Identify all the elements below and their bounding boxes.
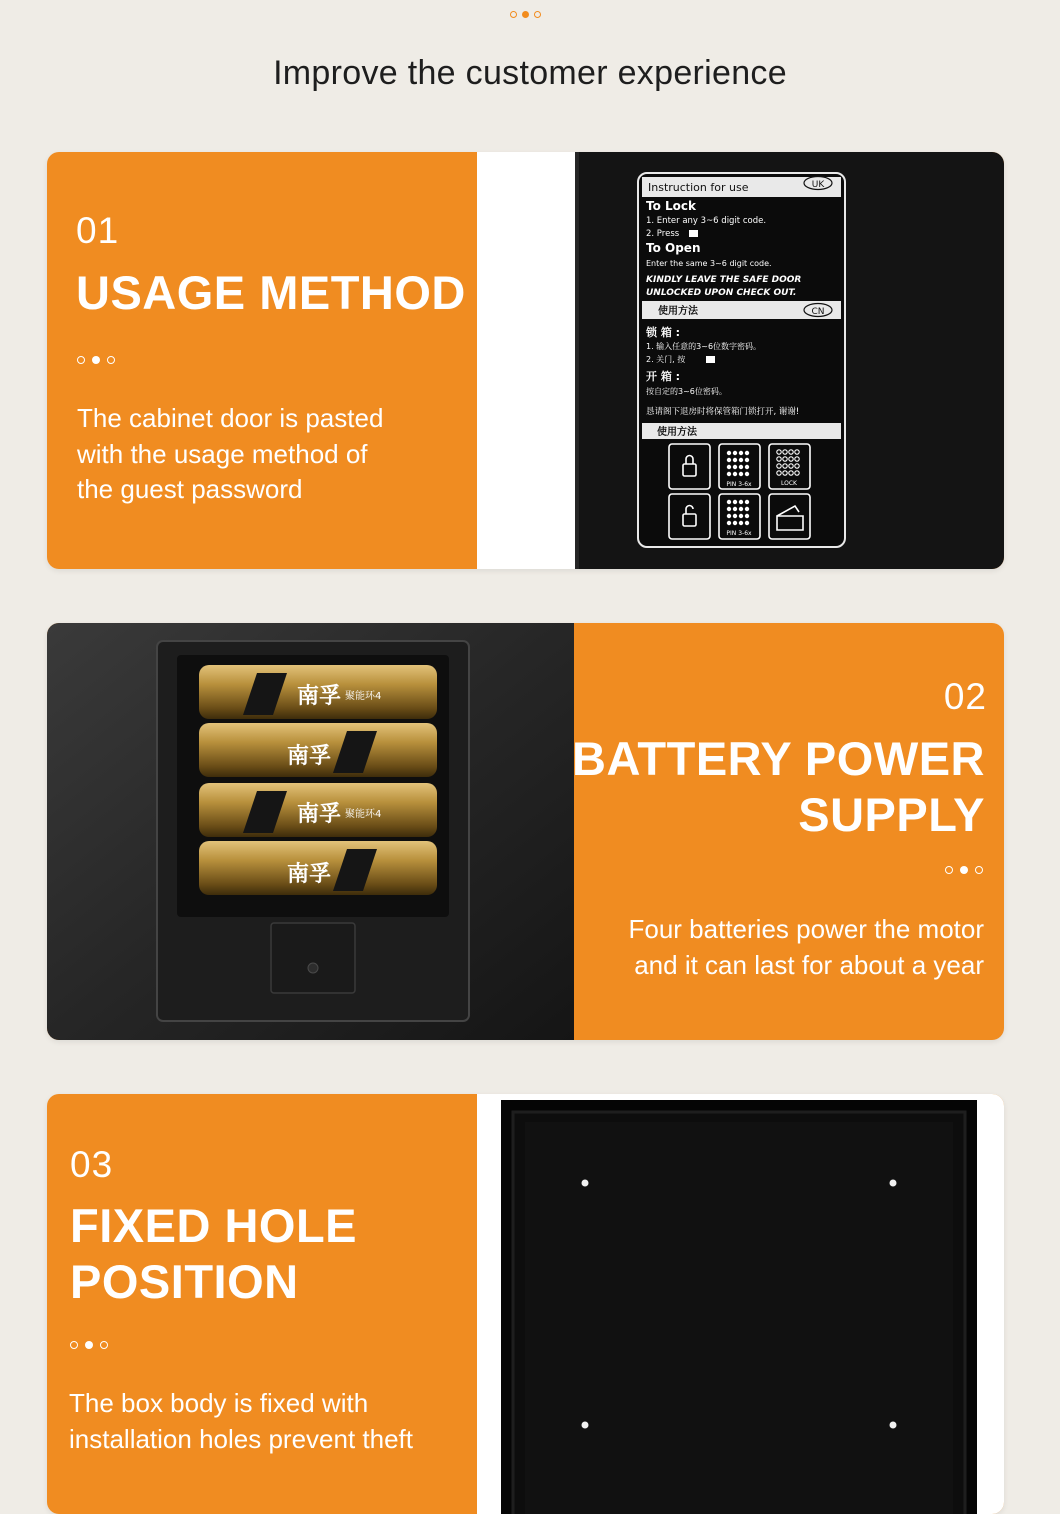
title-line: FIXED HOLE bbox=[70, 1199, 358, 1252]
title-line: SUPPLY bbox=[798, 788, 985, 841]
label-cn-header2: 使用方法 bbox=[657, 427, 697, 438]
section-fixed-hole-position bbox=[47, 1094, 1004, 1514]
label-open-step: Enter the same 3~6 digit code. bbox=[646, 259, 772, 268]
description-line: Four batteries power the motor bbox=[628, 914, 984, 944]
section-usage-method bbox=[47, 152, 1004, 569]
battery-brand-sub: 聚能环4 bbox=[345, 809, 382, 820]
section-number: 02 bbox=[943, 676, 987, 717]
battery-brand: 南孚 bbox=[287, 862, 332, 887]
section-number: 03 bbox=[70, 1144, 114, 1185]
description-line: installation holes prevent theft bbox=[69, 1423, 413, 1454]
battery-brand: 南孚 bbox=[287, 744, 332, 769]
section-title: USAGE METHOD bbox=[76, 266, 466, 319]
label-header: Instruction for use bbox=[648, 181, 749, 194]
title-line: BATTERY POWER bbox=[572, 732, 985, 785]
mounting-hole bbox=[890, 1422, 897, 1429]
battery-compartment-photo bbox=[47, 623, 574, 1040]
uk-badge: UK bbox=[811, 180, 825, 190]
label-to-open: To Open bbox=[646, 241, 701, 255]
section-description bbox=[629, 912, 985, 983]
description-line: The cabinet door is pasted bbox=[77, 403, 384, 433]
indicator-dot bbox=[510, 11, 517, 18]
label-to-lock: To Lock bbox=[646, 199, 696, 213]
label-notice-line1: KINDLY LEAVE THE SAFE DOOR bbox=[646, 275, 802, 285]
mounting-hole bbox=[890, 1180, 897, 1187]
description-line: and it can last for about a year bbox=[634, 949, 984, 980]
description-line: with the usage method of bbox=[77, 438, 368, 469]
label-cn-header: 使用方法 bbox=[658, 306, 698, 317]
decorative-dots bbox=[70, 1341, 108, 1349]
battery-brand: 南孚 bbox=[297, 802, 342, 827]
pin-label: PIN 3-6x bbox=[726, 530, 752, 537]
safe-door-label-photo bbox=[477, 152, 1004, 569]
mounting-hole bbox=[582, 1180, 589, 1187]
decorative-dots bbox=[77, 356, 115, 364]
section-description bbox=[77, 401, 383, 508]
label-notice-line2: UNLOCKED UPON CHECK OUT. bbox=[646, 288, 797, 298]
label-lock-step2: 2. Press bbox=[646, 229, 680, 239]
indicator-dot bbox=[534, 11, 541, 18]
section-battery-power-supply bbox=[47, 623, 1004, 1040]
section-description bbox=[69, 1386, 413, 1457]
page-indicator-dots bbox=[510, 11, 541, 18]
label-cn-open: 开 箱 : bbox=[646, 370, 681, 383]
battery-brand-sub: 聚能环4 bbox=[345, 691, 382, 702]
section-title bbox=[70, 1198, 357, 1310]
label-cn-lock-step2: 2. 关门, 按 bbox=[646, 355, 686, 364]
label-lock-step1: 1. Enter any 3~6 digit code. bbox=[646, 216, 767, 226]
description-line: the guest password bbox=[77, 474, 303, 504]
safe-interior-photo bbox=[477, 1094, 1004, 1514]
pin-label: PIN 3-6x bbox=[726, 481, 752, 488]
page-title: Improve the customer experience bbox=[273, 54, 787, 92]
label-cn-lock: 锁 箱 : bbox=[646, 326, 681, 339]
description-line: The box body is fixed with bbox=[69, 1388, 369, 1418]
lock-label: LOCK bbox=[781, 480, 797, 487]
section-title bbox=[572, 731, 985, 843]
title-line: POSITION bbox=[70, 1255, 299, 1308]
cn-badge: CN bbox=[811, 307, 825, 317]
indicator-dot-active bbox=[522, 11, 529, 18]
label-cn-lock-step1: 1. 输入任意的3~6位数字密码。 bbox=[646, 342, 762, 351]
section-number: 01 bbox=[76, 210, 120, 251]
mounting-hole bbox=[582, 1422, 589, 1429]
label-cn-notice: 恳请阁下退房时将保管箱门锁打开, 谢谢! bbox=[646, 407, 800, 417]
battery-brand: 南孚 bbox=[297, 684, 342, 709]
decorative-dots bbox=[945, 866, 983, 874]
label-cn-open-step: 按自定的3~6位密码。 bbox=[646, 387, 727, 396]
